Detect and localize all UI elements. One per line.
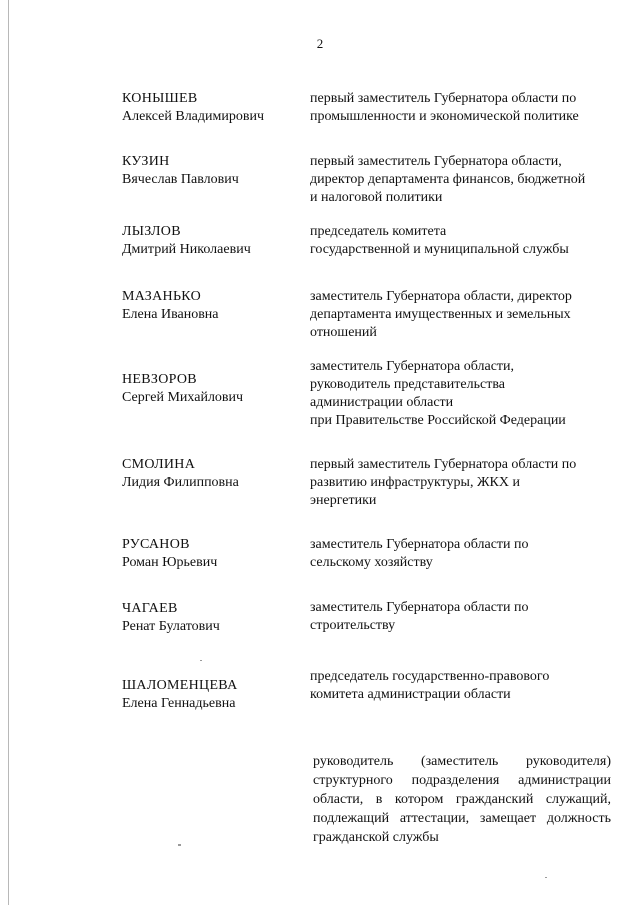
page-number: 2 (316, 36, 324, 51)
member-surname: МАЗАНЬКО (122, 289, 201, 304)
position-line: заместитель Губернатора области по (310, 537, 529, 552)
member-surname: ЧАГАЕВ (122, 601, 178, 616)
position-line: заместитель Губернатора области, (310, 359, 515, 374)
position-line: и налоговой политики (310, 190, 443, 205)
position-line: заместитель Губернатора области, директор (310, 289, 572, 304)
member-given-names: Вячеслав Павлович (122, 172, 239, 187)
member-surname: ЛЫЗЛОВ (122, 224, 181, 239)
scan-speck (545, 877, 547, 878)
position-line: первый заместитель Губернатора области по (310, 457, 577, 472)
member-name (122, 677, 297, 713)
position-line: первый заместитель Губернатора области, (310, 154, 562, 169)
member-given-names: Дмитрий Николаевич (122, 242, 251, 257)
member-given-names: Елена Геннадьевна (122, 696, 236, 711)
scan-speck (200, 660, 202, 661)
position-line: строительству (310, 618, 396, 633)
member-name (122, 223, 297, 259)
scan-speck (178, 844, 181, 846)
member-name (122, 288, 297, 324)
member-position (310, 456, 610, 510)
footer-note-line: подлежащий аттестации, замещает должность (313, 811, 611, 826)
member-position (310, 288, 610, 342)
member-name (122, 371, 297, 407)
position-line: энергетики (310, 493, 377, 508)
member-given-names: Сергей Михайлович (122, 390, 244, 405)
member-position (310, 90, 610, 126)
member-name (122, 600, 297, 636)
scan-edge (8, 0, 9, 905)
member-name (122, 153, 297, 189)
member-surname: НЕВЗОРОВ (122, 372, 197, 387)
position-line: директор департамента финансов, бюджетной (310, 172, 586, 187)
position-line: сельскому хозяйству (310, 555, 433, 570)
member-given-names: Алексей Владимирович (122, 109, 265, 124)
member-position (310, 153, 610, 207)
footer-note-line: руководитель (заместитель руководителя) (313, 754, 611, 769)
position-line: отношений (310, 325, 377, 340)
member-name (122, 536, 297, 572)
footer-note-line: области, в котором гражданский служащий, (313, 792, 611, 807)
position-line: администрации области (310, 395, 454, 410)
member-given-names: Лидия Филипповна (122, 475, 239, 490)
position-line: промышленности и экономической политике (310, 109, 579, 124)
member-position (310, 668, 610, 704)
member-surname: СМОЛИНА (122, 457, 196, 472)
footer-note-line: структурного подразделения администрации (313, 773, 611, 788)
member-surname: ШАЛОМЕНЦЕВА (122, 678, 238, 693)
position-line: при Правительстве Российской Федерации (310, 413, 566, 428)
position-line: департамента имущественных и земельных (310, 307, 571, 322)
position-line: заместитель Губернатора области по (310, 600, 529, 615)
position-line: первый заместитель Губернатора области по (310, 91, 577, 106)
member-surname: КУЗИН (122, 154, 170, 169)
member-position (310, 536, 610, 572)
footer-note (313, 752, 611, 847)
footer-note-line: гражданской службы (313, 830, 439, 845)
member-given-names: Елена Ивановна (122, 307, 219, 322)
member-surname: РУСАНОВ (122, 537, 190, 552)
member-given-names: Ренат Булатович (122, 619, 220, 634)
member-surname: КОНЫШЕВ (122, 91, 198, 106)
position-line: председатель комитета (310, 224, 447, 239)
position-line: руководитель представительства (310, 377, 505, 392)
member-position (310, 223, 610, 259)
position-line: комитета администрации области (310, 687, 511, 702)
position-line: председатель государственно-правового (310, 669, 550, 684)
position-line: развитию инфраструктуры, ЖКХ и (310, 475, 520, 490)
member-name (122, 90, 297, 126)
member-position (310, 599, 610, 635)
member-position (310, 358, 610, 430)
member-given-names: Роман Юрьевич (122, 555, 218, 570)
position-line: государственной и муниципальной службы (310, 242, 569, 257)
member-name (122, 456, 297, 492)
